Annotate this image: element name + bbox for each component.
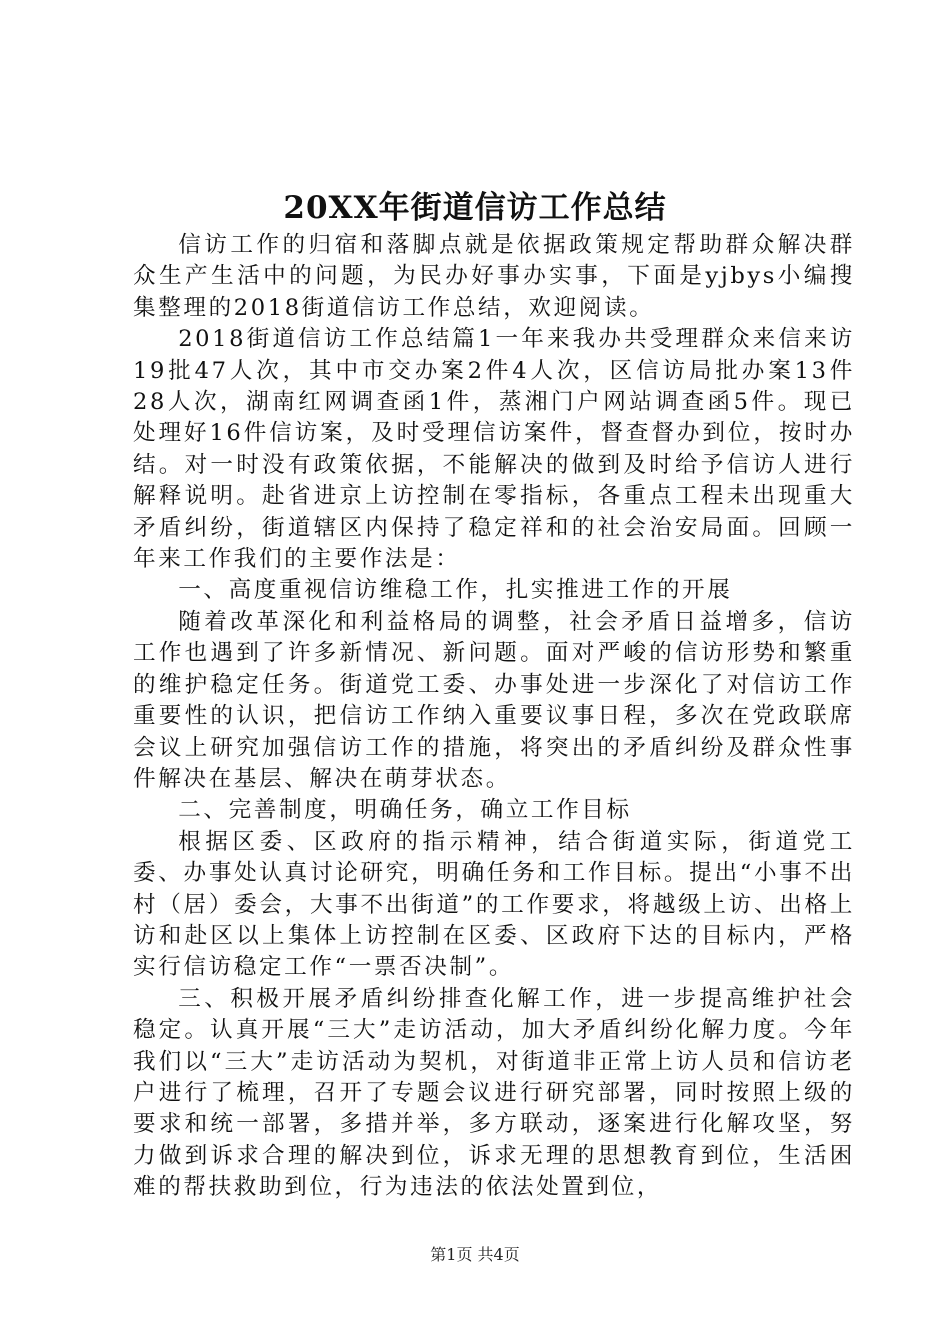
paragraph-section-1: 随着改革深化和利益格局的调整，社会矛盾日益增多，信访工作也遇到了许多新情况、新问题。面对严峻的信访形势和繁重的维护稳定任务。街道党工委、办事处进一步深化了对信访工作重要性的认识，把信访工作纳入重要议事日程，多次在党政联席会议上研究加强信访工作的措施，将突出的矛盾纠纷及群众性事件解决在基层、解决在萌芽状态。 <box>133 608 855 792</box>
paragraph-summary: 2018街道信访工作总结篇1一年来我办共受理群众来信来访19批47人次，其中市交办案2件4人次，区信访局批办案13件28人次，湖南红网调查函1件，蒸湘门户网站调查函5件。现已处理好16件信访案，及时受理信访案件，督查督办到位，按时办结。对一时没有政策依据，不能解决的做到及时给予信访人进行解释说明。赴省进京上访控制在零指标，各重点工程未出现重大矛盾纠纷，街道辖区内保持了稳定祥和的社会治安局面。回顾一年来工作我们的主要作法是： <box>133 326 855 573</box>
section-heading-1: 一、高度重视信访维稳工作，扎实推进工作的开展 <box>178 577 733 604</box>
paragraph-section-3: 三、积极开展矛盾纠纷排查化解工作，进一步提高维护社会稳定。认真开展“三大”走访活动，加大矛盾纠纷化解力度。今年我们以“三大”走访活动为契机，对街道非正常上访人员和信访老户进行了梳理，召开了专题会议进行研究部署，同时按照上级的要求和统一部署，多措并举，多方联动，逐案进行化解攻坚，努力做到诉求合理的解决到位，诉求无理的思想教育到位，生活困难的帮扶救助到位，行为违法的依法处置到位， <box>133 985 855 1201</box>
paragraph-intro: 信访工作的归宿和落脚点就是依据政策规定帮助群众解决群众生产生活中的问题，为民办好事办实事，下面是yjbys小编搜集整理的2018街道信访工作总结，欢迎阅读。 <box>133 232 855 321</box>
section-heading-2: 二、完善制度，明确任务，确立工作目标 <box>178 797 632 824</box>
page-number-footer: 第1页 共4页 <box>430 1245 520 1264</box>
document-title: 20XX年街道信访工作总结 <box>283 190 667 226</box>
paragraph-section-2: 根据区委、区政府的指示精神，结合街道实际，街道党工委、办事处认真讨论研究，明确任务和工作目标。提出“小事不出村（居）委会，大事不出街道”的工作要求，将越级上访、出格上访和赴区以上集体上访控制在区委、区政府下达的目标内，严格实行信访稳定工作“一票否决制”。 <box>133 828 855 981</box>
document-body <box>133 230 855 1204</box>
